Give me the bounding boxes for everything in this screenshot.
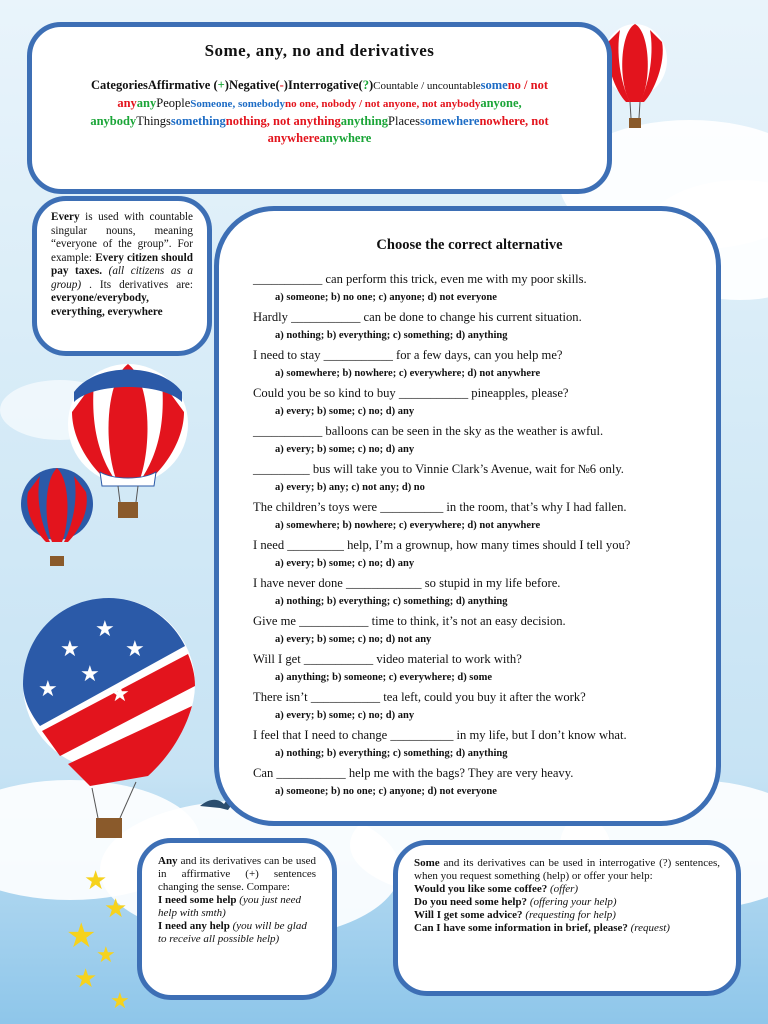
question-text: ___________ balloons can be seen in the sky as the weather is awful. <box>253 424 604 438</box>
every-note-text2: . Its derivatives are: <box>81 278 193 291</box>
some-example-comment: (offering your help) <box>527 896 617 908</box>
question-text: ___________ can perform this trick, even me with my poor skills. <box>253 272 587 286</box>
some-example-text: Do you need some help? <box>414 896 528 908</box>
category-segment: Categories <box>90 78 148 92</box>
question-text: _________ bus will take you to Vinnie Clark’s Avenue, wait for №6 only. <box>253 462 624 476</box>
star-icon: ★ <box>96 942 116 967</box>
any-note-example-2 <box>158 920 316 946</box>
every-note-example: Every citizen should pay taxes. <box>51 251 193 277</box>
question-options: a) someone; b) no one; c) anyone; d) not everyone <box>275 786 497 797</box>
svg-text:★: ★ <box>80 661 100 686</box>
star-icon: ★ <box>84 866 108 895</box>
any-note-panel <box>137 838 337 1000</box>
some-example-text: Can I have some information in brief, please? <box>414 922 628 934</box>
question-text: Give me ___________ time to think, it’s not an easy decision. <box>253 614 566 628</box>
svg-text:★: ★ <box>95 616 115 641</box>
some-note-text <box>414 857 720 883</box>
category-segment: Someone, somebody <box>190 98 286 110</box>
question-options: a) every; b) some; c) no; d) any <box>275 406 415 417</box>
question-options: a) somewhere; b) nowhere; c) everywhere; d) not anywhere <box>275 368 541 379</box>
star-icon: ★ <box>66 918 97 955</box>
svg-text:★: ★ <box>38 676 58 701</box>
some-example-comment: (requesting for help) <box>522 909 616 921</box>
question-text: Will I get ___________ video material to work with? <box>253 652 522 666</box>
question-text: I need to stay ___________ for a few days, can you help me? <box>253 348 563 362</box>
star-icon: ★ <box>74 964 98 993</box>
question-options: a) someone; b) no one; c) anyone; d) not everyone <box>275 292 497 303</box>
category-segment: - <box>279 78 284 92</box>
question-options: a) every; b) any; c) not any; d) no <box>275 482 425 493</box>
category-segment: + <box>217 78 225 92</box>
some-example <box>414 909 720 922</box>
some-example <box>414 922 720 935</box>
hot-air-balloon-icon <box>18 466 96 570</box>
some-examples-list <box>414 883 720 935</box>
question-text: There isn’t ___________ tea left, could you buy it after the work? <box>253 690 586 704</box>
category-segment: Things <box>136 114 171 128</box>
question-text: Can ___________ help me with the bags? They are very heavy. <box>253 766 574 780</box>
question-options: a) nothing; b) everything; c) something; d) anything <box>275 748 508 759</box>
category-segment: Interrogative( <box>287 78 363 92</box>
question-text: I have never done ____________ so stupid in my life before. <box>253 576 561 590</box>
category-segment: ? <box>362 78 369 92</box>
category-segment: anywhere <box>319 131 372 145</box>
every-note-text <box>51 211 193 319</box>
category-segment: ) <box>283 78 288 92</box>
question-options: a) anything; b) someone; c) everywhere; d) some <box>275 672 493 683</box>
svg-text:★: ★ <box>60 636 80 661</box>
category-segment: ) <box>224 78 229 92</box>
every-note-example-comment: (all citizens as a group) <box>51 265 193 291</box>
category-segment: anything <box>340 114 389 128</box>
category-segment: some <box>480 78 508 92</box>
some-example-text: Would you like some coffee? <box>414 883 548 895</box>
category-segment: anyone, anybody <box>90 96 522 128</box>
exercise-title: Choose the correct alternative <box>376 237 563 253</box>
question-text: Could you be so kind to buy ___________ pineapples, please? <box>253 386 569 400</box>
category-segment: People <box>156 96 191 110</box>
hot-air-balloon-icon <box>20 596 198 842</box>
category-segment: nothing, not anything <box>225 114 341 128</box>
category-segment: somewhere <box>419 114 480 128</box>
some-example-text: Will I get some advice? <box>414 909 523 921</box>
svg-text:★: ★ <box>125 636 145 661</box>
question-options: a) every; b) some; c) no; d) not any <box>275 634 432 645</box>
any-note-body: and its derivatives can be used in affirmative (+) sentences changing the sense. Compare: <box>158 855 316 893</box>
exercise-panel <box>214 206 721 826</box>
some-example-comment: (request) <box>627 922 670 934</box>
category-segment: Negative( <box>228 78 280 92</box>
every-note-word: Every <box>51 211 80 223</box>
some-note-body: and its derivatives can be used in interrogative (?) sentences, when you request something (help) or offer your help: <box>414 857 720 882</box>
question-text: The children’s toys were __________ in the room, that’s why I had fallen. <box>253 500 627 514</box>
question-list <box>253 272 686 798</box>
question-text: I need _________ help, I’m a grownup, how many times should I tell you? <box>253 538 631 552</box>
question-text: I feel that I need to change __________ in my life, but I don’t know what. <box>253 728 627 742</box>
title-panel <box>27 22 612 194</box>
some-note-panel <box>393 840 741 996</box>
page-title: Some, any, no and derivatives <box>204 41 435 60</box>
category-segment: no / not any <box>117 78 549 110</box>
every-note-text1: is used with countable singular nouns, meaning “everyone of the group”. For example: <box>51 211 193 264</box>
category-segment: Countable / uncountable <box>373 80 481 92</box>
some-example-comment: (offer) <box>547 883 579 895</box>
question-options: a) every; b) some; c) no; d) any <box>275 444 415 455</box>
question-options: a) every; b) some; c) no; d) any <box>275 558 415 569</box>
category-segment: any <box>136 96 157 110</box>
svg-text:★: ★ <box>110 681 130 706</box>
category-segment: Affirmative ( <box>147 78 218 92</box>
question-options: a) every; b) some; c) no; d) any <box>275 710 415 721</box>
some-example <box>414 896 720 909</box>
star-icon: ★ <box>104 894 128 923</box>
category-segment: something <box>170 114 226 128</box>
category-segment: ) <box>368 78 374 92</box>
some-note-word: Some <box>414 857 440 869</box>
any-example-2-text: I need any help <box>158 920 230 932</box>
question-options: a) nothing; b) everything; c) something; d) anything <box>275 596 508 607</box>
category-segment: nowhere, not anywhere <box>267 114 549 145</box>
every-note-derivatives: everyone/everybody, everything, everywhere <box>51 292 163 318</box>
category-segment: Places <box>388 114 420 128</box>
any-note-word: Any <box>158 855 178 867</box>
any-note-example-1 <box>158 894 316 920</box>
categories-table <box>54 77 585 147</box>
category-segment: no one, nobody / not anyone, not anybody <box>285 98 481 110</box>
any-note-text <box>158 855 316 894</box>
question-text: Hardly ___________ can be done to change his current situation. <box>253 310 582 324</box>
question-options: a) nothing; b) everything; c) something; d) anything <box>275 330 508 341</box>
every-note-panel <box>32 196 212 356</box>
any-example-1-text: I need some help <box>158 894 237 906</box>
star-icon: ★ <box>110 988 130 1013</box>
any-example-2-comment: (you will be glad to receive all possible help) <box>158 920 307 945</box>
question-options: a) somewhere; b) nowhere; c) everywhere; d) not anywhere <box>275 520 541 531</box>
any-example-1-comment: (you just need help with smth) <box>158 894 301 919</box>
some-example <box>414 883 720 896</box>
